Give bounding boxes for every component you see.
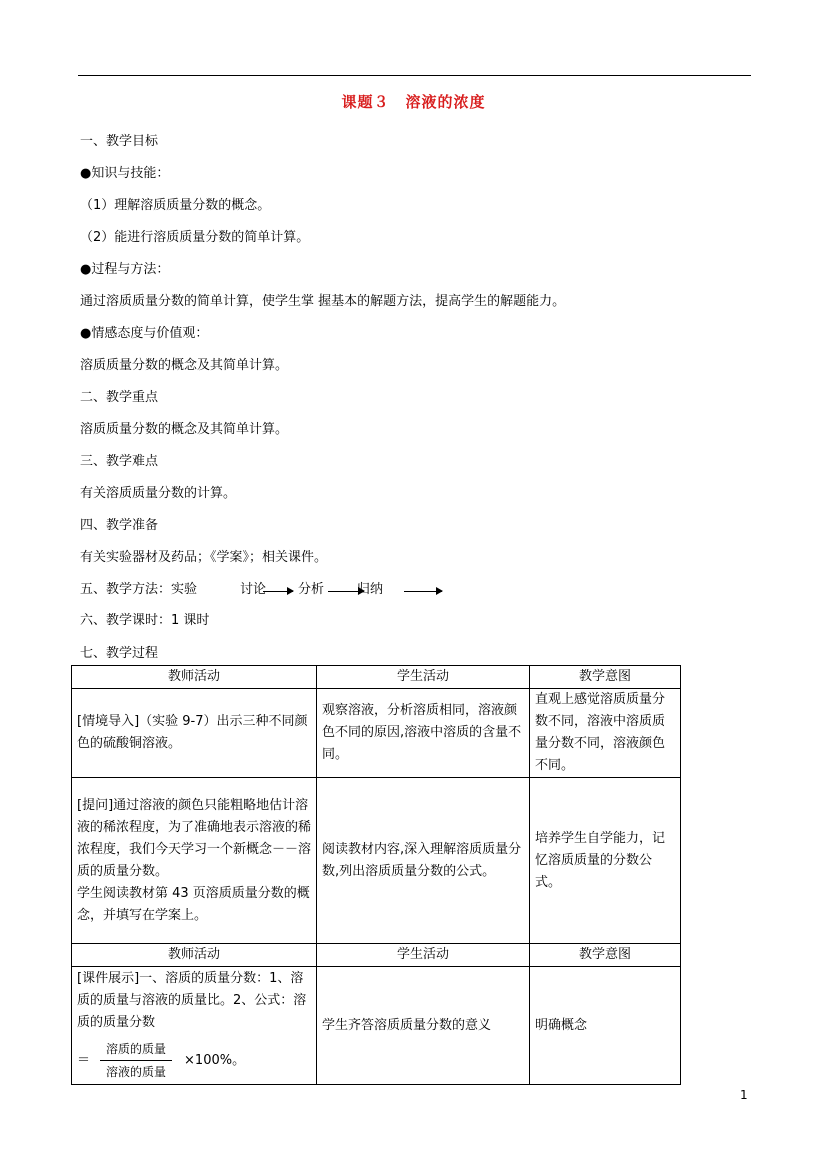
arrow-icon: [404, 591, 442, 592]
header-rule: [78, 75, 751, 76]
section-key-points: 二、教学重点: [80, 390, 159, 405]
mass-fraction-formula: [77, 1040, 245, 1081]
section-objectives: 一、教学目标: [80, 134, 159, 149]
table-row: [72, 967, 681, 1085]
objective-item-1: （1）理解溶质质量分数的概念。: [80, 198, 271, 213]
row1-intent: 直观上感觉溶质质量分数不同，溶液中溶质质量分数不同，溶液颜色不同。: [530, 689, 681, 778]
row1-student: 观察溶液，分析溶质相同，溶液颜色不同的原因,溶液中溶质的含量不同。: [317, 689, 530, 778]
preparation-text: 有关实验器材及药品；《学案》；相关课件。: [80, 550, 328, 565]
teaching-process-table: [71, 665, 681, 1085]
row3-teacher-text: [课件展示]一、溶质的质量分数：1、溶质的质量与溶液的质量比。2、公式：溶质的质量分数: [77, 971, 307, 1030]
row3-intent: 明确概念: [530, 967, 681, 1085]
section-difficulties: 三、教学难点: [80, 454, 159, 469]
class-hours: 六、教学课时：1 课时: [80, 613, 210, 628]
process-method-text: 通过溶质质量分数的简单计算，使学生掌 握基本的解题方法，提高学生的解题能力。: [80, 294, 566, 309]
difficulties-text: 有关溶质质量分数的计算。: [80, 486, 237, 501]
row2-teacher-reading: 学生阅读教材第 43 页溶质质量分数的概念，并填写在学案上。: [77, 885, 310, 923]
bullet-process-method: ●过程与方法：: [80, 262, 170, 277]
row2-intent: 培养学生自学能力，记忆溶质质量的分数公式。: [530, 778, 681, 944]
formula-equals: ＝: [77, 1052, 91, 1068]
row2-teacher: [72, 778, 317, 944]
formula-denominator: 溶液的质量: [106, 1065, 167, 1079]
header-student-activity: 学生活动: [317, 944, 530, 967]
method-summarize: 归纳: [357, 582, 384, 597]
key-points-text: 溶质质量分数的概念及其简单计算。: [80, 422, 289, 437]
row1-teacher: [情境导入]（实验 9-7）出示三种不同颜色的硫酸铜溶液。: [72, 689, 317, 778]
attitude-values-text: 溶质质量分数的概念及其简单计算。: [80, 358, 289, 373]
methods-label: 五、教学方法：实验: [80, 582, 198, 597]
page-title: 课题３ 溶液的浓度: [341, 93, 486, 111]
objective-item-2: （2）能进行溶质质量分数的简单计算。: [80, 230, 310, 245]
header-teacher-activity: 教师活动: [72, 666, 317, 689]
teaching-methods: [80, 581, 460, 601]
section-process: 七、教学过程: [80, 646, 159, 661]
arrow-icon: [263, 591, 293, 592]
row2-teacher-question: [提问]通过溶液的颜色只能粗略地估计溶液的稀浓程度，为了准确地表示溶液的稀浓程度，我们今天学习一个新概念－－溶质的质量分数。: [77, 797, 312, 879]
row3-teacher: [72, 967, 317, 1085]
method-discuss: 讨论: [240, 582, 267, 597]
header-teaching-intent: 教学意图: [530, 944, 681, 967]
method-analyze: 分析: [298, 582, 325, 597]
header-teaching-intent: 教学意图: [530, 666, 681, 689]
row3-student: 学生齐答溶质质量分数的意义: [317, 967, 530, 1085]
formula-times: ×100%。: [184, 1052, 246, 1068]
section-preparation: 四、教学准备: [80, 518, 159, 533]
bullet-attitude-values: ●情感态度与价值观：: [80, 326, 209, 341]
formula-numerator: 溶质的质量: [100, 1040, 172, 1061]
table-header-row: [72, 944, 681, 967]
table-row: [72, 778, 681, 944]
row2-student: 阅读教材内容,深入理解溶质质量分数,列出溶质质量分数的公式。: [317, 778, 530, 944]
table-header-row: [72, 666, 681, 689]
header-student-activity: 学生活动: [317, 666, 530, 689]
header-teacher-activity: 教师活动: [72, 944, 317, 967]
formula-fraction: [100, 1040, 172, 1081]
table-row: [72, 689, 681, 778]
page-number: 1: [740, 1088, 748, 1102]
bullet-knowledge-skills: ●知识与技能：: [80, 166, 170, 181]
